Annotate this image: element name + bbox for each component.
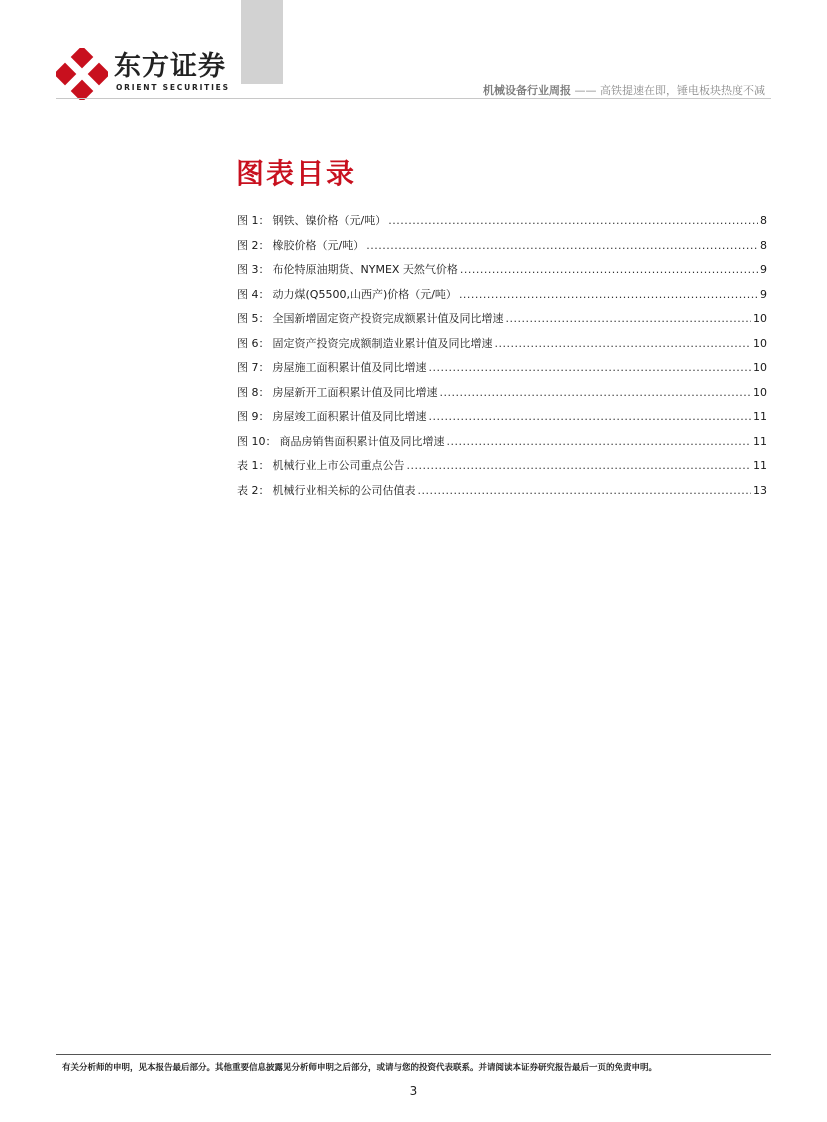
toc-entry-page[interactable]: 8 [760,214,767,227]
toc-entry[interactable] [237,384,767,409]
logo-english-name: ORIENT SECURITIES [116,83,230,92]
toc-entry-text: 房屋施工面积累计值及同比增速 [272,361,427,374]
toc-entry[interactable] [237,286,767,311]
toc-title: 图表目录 [236,157,357,190]
header-separator: —— [574,84,597,97]
toc-entry-label[interactable] [237,408,427,424]
toc-entry-text: 动力煤(Q5500,山西产)价格（元/吨） [272,287,457,301]
toc-entry[interactable] [237,212,767,237]
toc-entry-text: 钢铁、镍价格（元/吨） [272,214,387,227]
toc-entry[interactable] [237,433,767,458]
report-type: 机械设备行业周报 [483,84,571,97]
toc-entry-text: 橡胶价格（元/吨） [272,238,365,252]
toc-entry-number: 图 9： [237,410,270,423]
toc-dot-leader [460,263,758,276]
toc-dot-leader [366,239,758,252]
toc-entry[interactable] [237,310,767,335]
page-number: 3 [409,1084,418,1098]
toc-entry-label[interactable] [237,335,493,351]
toc-entry-text: 房屋新开工面积累计值及同比增速 [272,385,438,399]
toc-entry-text: 固定资产投资完成额制造业累计值及同比增速 [272,336,493,350]
toc-entry-number: 图 10： [237,434,277,448]
toc-entry[interactable] [237,335,767,360]
toc-dot-leader [495,337,752,350]
header-divider [56,98,771,99]
report-header [483,82,765,98]
toc-dot-leader [440,386,752,399]
toc-entry-label[interactable] [237,237,364,253]
toc-entry-page[interactable]: 10 [753,336,767,350]
toc-entry-page[interactable]: 10 [753,385,767,399]
logo-chinese-name: 东方证券 [114,51,226,82]
toc-entry-label[interactable] [237,261,458,277]
toc-entry-page[interactable]: 11 [753,434,767,448]
toc-entry-number: 图 7： [237,361,270,374]
toc-entry-page[interactable]: 9 [760,263,767,276]
footer-divider [56,1054,771,1055]
toc-entry[interactable] [237,408,767,433]
toc-dot-leader [459,288,758,301]
toc-list [237,212,767,506]
toc-entry-number: 图 1： [237,214,270,227]
toc-entry-page[interactable]: 10 [753,361,767,374]
toc-entry-text: 全国新增固定资产投资完成额累计值及同比增速 [272,312,504,325]
toc-dot-leader [388,214,758,227]
toc-dot-leader [418,484,752,497]
toc-dot-leader [407,459,752,472]
toc-dot-leader [447,435,752,448]
toc-entry-label[interactable] [237,286,457,302]
report-subtitle: 高铁提速在即，锤电板块热度不减 [600,84,765,97]
toc-entry-text: 房屋竣工面积累计值及同比增速 [272,410,427,423]
toc-dot-leader [506,312,752,325]
toc-entry-number: 表 1： [237,459,270,472]
toc-entry-number: 图 6： [237,336,270,350]
toc-entry-page[interactable]: 9 [760,287,767,301]
toc-entry-text: 机械行业相关标的公司估值表 [272,483,416,497]
toc-entry-label[interactable] [237,482,416,498]
toc-entry-number: 表 2： [237,483,270,497]
toc-entry-text: 商品房销售面积累计值及同比增速 [279,434,445,448]
toc-entry-page[interactable]: 10 [753,312,767,325]
toc-entry-page[interactable]: 8 [760,238,767,252]
toc-dot-leader [429,410,752,423]
toc-entry-number: 图 4： [237,287,270,301]
toc-entry-page[interactable]: 13 [753,483,767,497]
toc-entry[interactable] [237,457,767,482]
orient-securities-logo-icon [56,48,108,100]
toc-entry-page[interactable]: 11 [753,459,767,472]
toc-entry[interactable] [237,482,767,507]
toc-entry[interactable] [237,261,767,286]
toc-entry-text: 布伦特原油期货、NYMEX 天然气价格 [272,263,458,276]
toc-entry-label[interactable] [237,359,427,375]
toc-entry-label[interactable] [237,310,504,326]
toc-entry-text: 机械行业上市公司重点公告 [272,459,405,472]
toc-entry-number: 图 2： [237,238,270,252]
toc-entry-label[interactable] [237,384,438,400]
toc-entry[interactable] [237,237,767,262]
toc-entry-number: 图 3： [237,263,270,276]
toc-entry-number: 图 8： [237,385,270,399]
toc-entry-label[interactable] [237,433,445,449]
toc-entry[interactable] [237,359,767,384]
company-logo [56,44,236,98]
toc-entry-page[interactable]: 11 [753,410,767,423]
footer-disclaimer: 有关分析师的申明，见本报告最后部分。其他重要信息披露见分析师申明之后部分，或请与您的投资代表联系。并请阅读本证券研究报告最后一页的免责申明。 [62,1063,658,1073]
toc-entry-label[interactable] [237,212,386,228]
toc-entry-number: 图 5： [237,312,270,325]
header-decoration-block [241,0,283,84]
toc-dot-leader [429,361,752,374]
toc-entry-label[interactable] [237,457,405,473]
